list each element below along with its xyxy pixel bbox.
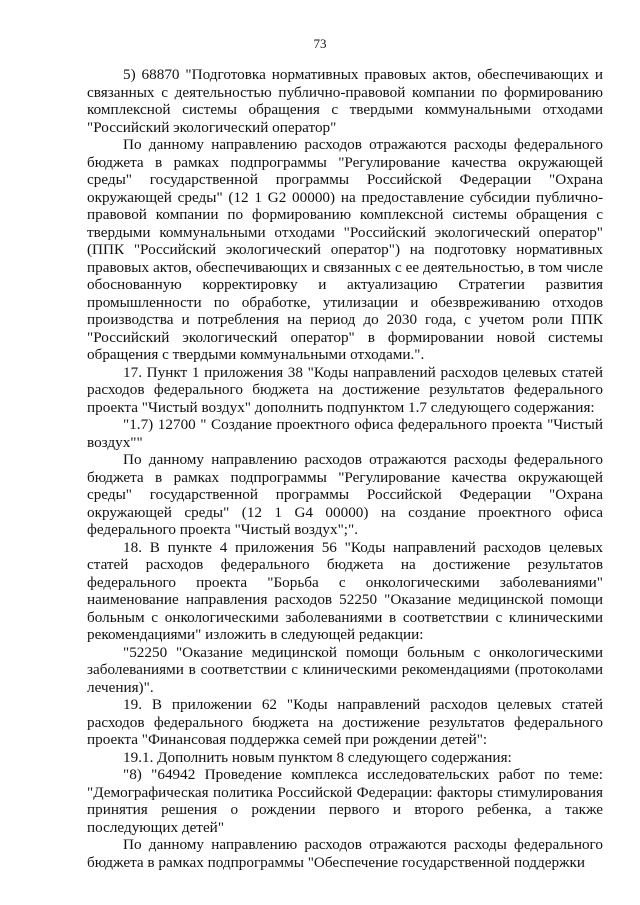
paragraph-new-wording-52250: "52250 "Оказание медицинской помощи больным с онкологическими заболеваниями в соответствии с клиническими рекомендациями (протоколами лечения)". <box>87 643 603 696</box>
paragraph-clause-19: 19. В приложении 62 "Коды направлений расходов целевых статей расходов федерального бюджета на достижение результатов федерального проекта "Финансовая поддержка семей при рождении детей": <box>87 696 603 748</box>
paragraph-clause-18: 18. В пункте 4 приложения 56 "Коды направлений расходов целевых статей расходов федерального бюджета на достижение результатов федерального проекта "Борьба с онкологическими заболеваниями" наименование направления расходов 52250 "Оказание медицинской помощи больным с онкологическими заболеваниями в соответствии с клиническими рекомендациями" изложить в следующей редакции: <box>87 538 603 643</box>
paragraph-clause-17: 17. Пункт 1 приложения 38 "Коды направлений расходов целевых статей расходов федерального бюджета на достижение результатов федерального проекта "Чистый воздух" дополнить подпунктом 1.7 следующего содержания: <box>87 363 603 416</box>
paragraph-description-12700: По данному направлению расходов отражаются расходы федерального бюджета в рамках подпрограммы "Регулирование качества окружающей среды" государственной программы Российской Федерации "Охрана окружающей среды" (12 1 G4 00000) на создание проектного офиса федерального проекта "Чистый воздух";". <box>87 451 603 538</box>
paragraph-item-5-68870: 5) 68870 "Подготовка нормативных правовых актов, обеспечивающих и связанных с деятельностью публично-правовой компании по формированию комплексной системы обращения с твердыми коммунальными отходами "Российский экологический оператор" <box>87 66 603 136</box>
paragraph-subitem-1-7: "1.7) 12700 " Создание проектного офиса федерального проекта "Чистый воздух"" <box>87 416 603 451</box>
paragraph-item-8-64942: "8) "64942 Проведение комплекса исследовательских работ по теме: "Демографическая политика Российской Федерации: факторы стимулирования принятия решения о рождении первого и второго ребенка, а также последующих детей" <box>87 766 603 836</box>
page-number: 73 <box>313 36 327 51</box>
paragraph-description-68870: По данному направлению расходов отражаются расходы федерального бюджета в рамках подпрограммы "Регулирование качества окружающей среды" государственной программы Российской Федерации "Охрана окружающей среды" (12 1 G2 00000) на предоставление субсидии публично-правовой компании по формированию комплексной системы обращения с твердыми коммунальными отходами "Российский экологический оператор" (ППК "Российский экологический оператор") на подготовку нормативных правовых актов, обеспечивающих и связанных с ее деятельностью, в том числе обоснованную корректировку и актуализацию Стратегии развития промышленности по обработке, утилизации и обезвреживанию отходов производства и потребления на период до 2030 года, с учетом роли ППК "Российский экологический оператор" в формировании новой системы обращения с твердыми коммунальными отходами.". <box>87 136 603 363</box>
paragraph-clause-19-1: 19.1. Дополнить новым пунктом 8 следующего содержания: <box>123 748 512 766</box>
document-body <box>87 66 603 871</box>
paragraph-description-64942: По данному направлению расходов отражаются расходы федерального бюджета в рамках подпрограммы "Обеспечение государственной поддержки <box>87 836 603 871</box>
